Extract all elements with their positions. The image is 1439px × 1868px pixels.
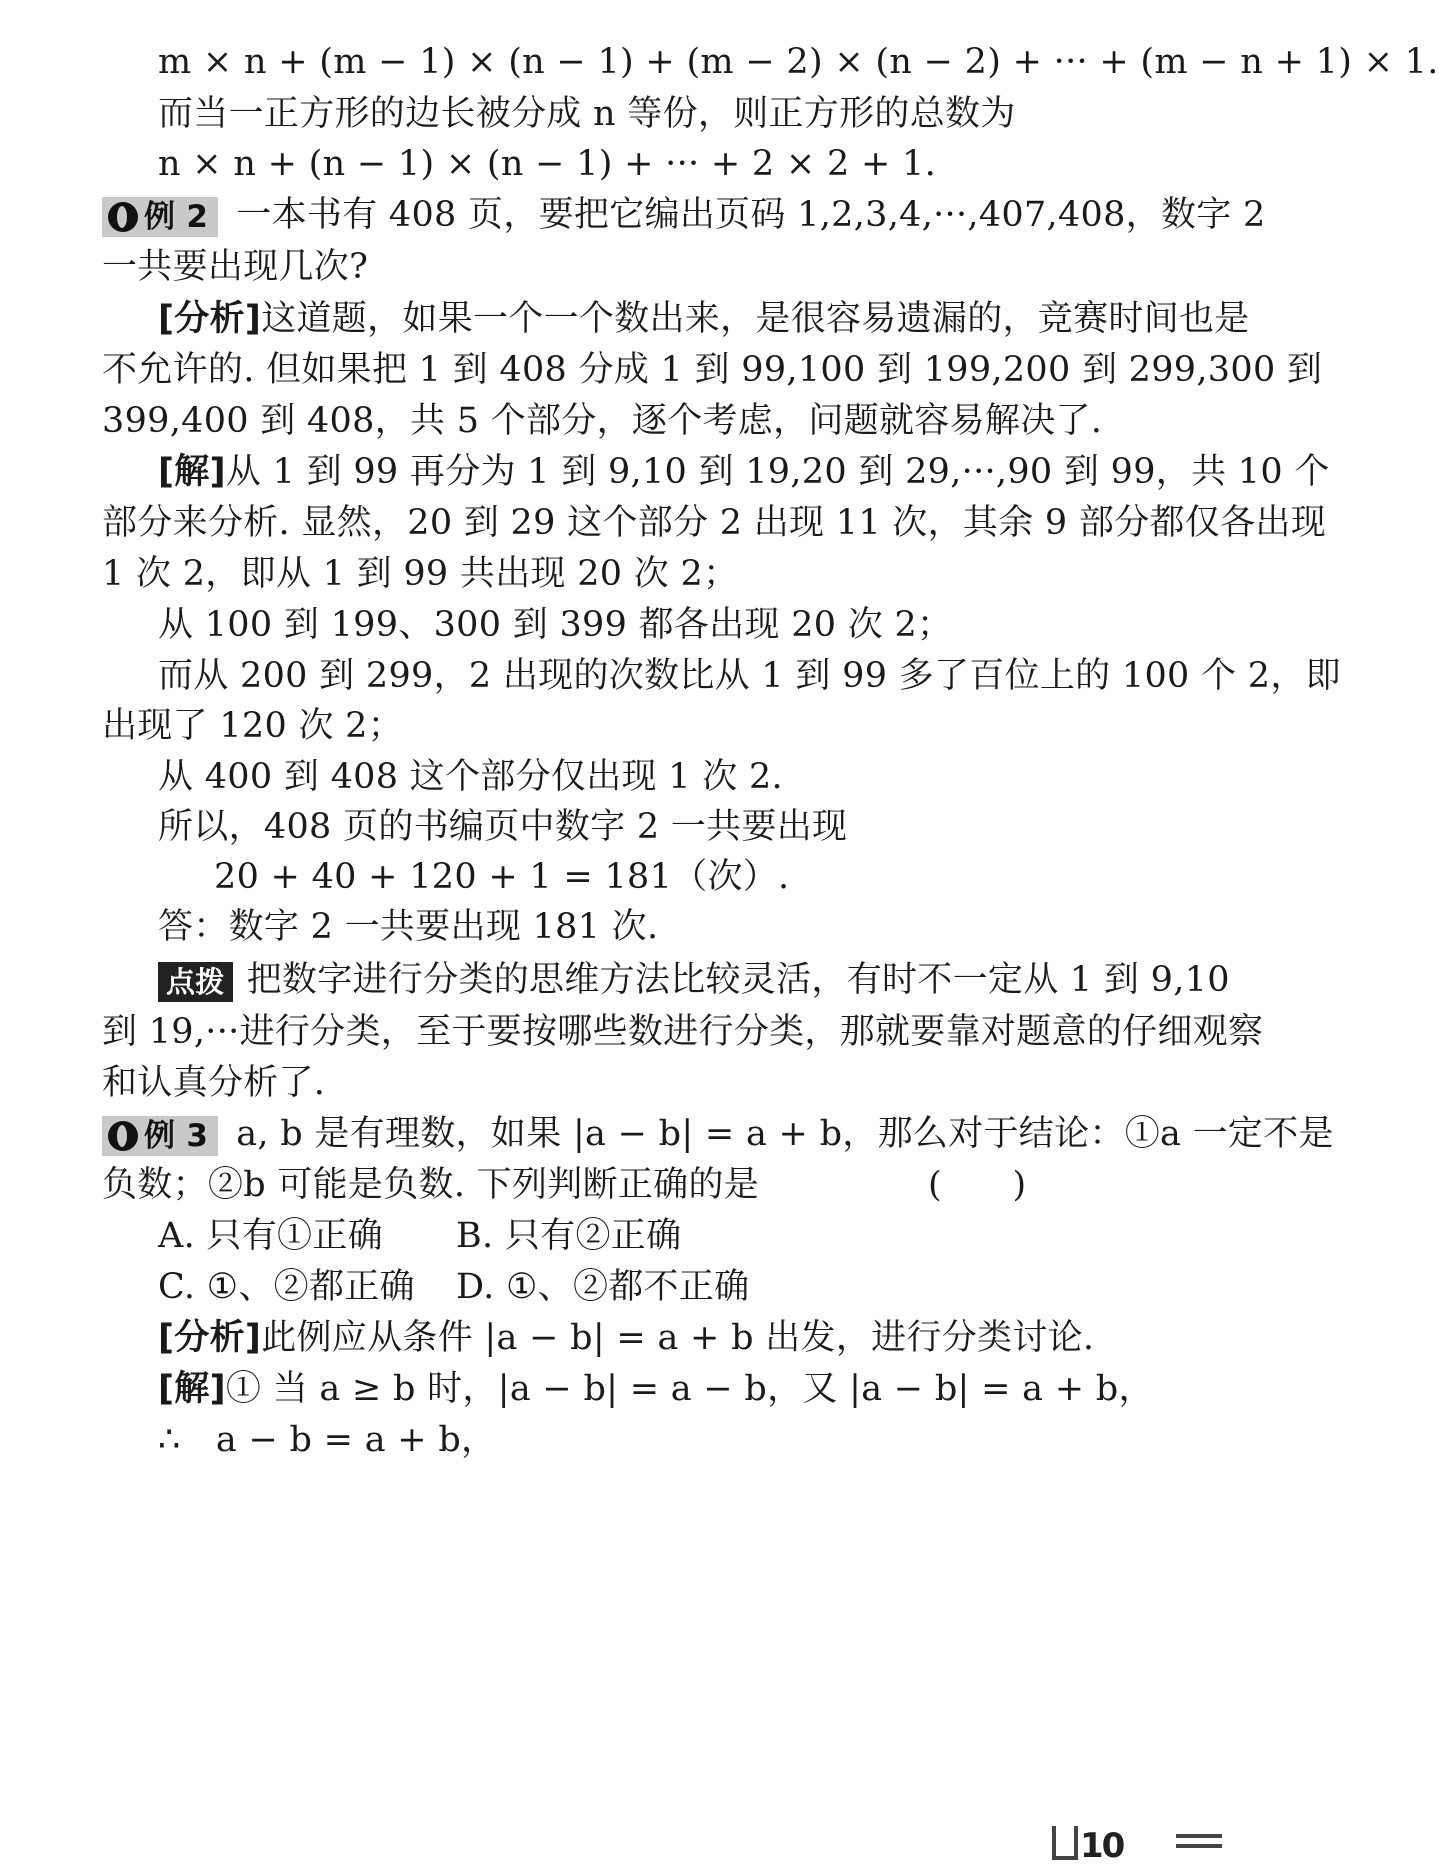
option-c: C. ①、②都正确 xyxy=(158,1267,415,1307)
tip-label: 点拨 xyxy=(158,962,233,1002)
tip-line-3: 和认真分析了. xyxy=(102,1063,326,1103)
example-3-badge xyxy=(102,1116,218,1156)
option-b: B. 只有②正确 xyxy=(456,1216,682,1256)
example-2-solution-line-6: 出现了 120 次 2； xyxy=(102,706,404,746)
example-2-solution-line-4: 从 100 到 199、300 到 399 都各出现 20 次 2； xyxy=(158,605,953,645)
example-3-analysis-text: 此例应从条件 |a − b| = a + b 出发，进行分类讨论. xyxy=(261,1318,1095,1358)
example-2-question-line-2: 一共要出现几次? xyxy=(102,247,369,287)
example-3-solution-line-2: ∴ a − b = a + b， xyxy=(158,1420,497,1460)
circle-bullet-icon xyxy=(108,202,138,232)
footer-bracket-mark xyxy=(1052,1826,1078,1860)
example-2-solution-text: 从 1 到 99 再分为 1 到 9,10 到 19,20 到 29,···,90 到 99，共 10 个 xyxy=(225,452,1330,492)
solution-tag: [解] xyxy=(158,1369,226,1409)
example-3-answer-blank: ( ) xyxy=(928,1165,1027,1205)
example-2-solution-line-3: 1 次 2，即从 1 到 99 共出现 20 次 2； xyxy=(102,554,739,594)
tip-line-2: 到 19,···进行分类，至于要按哪些数进行分类，那就要靠对题意的仔细观察 xyxy=(102,1012,1264,1052)
tip-line-1 xyxy=(158,958,1230,1002)
example-2-badge xyxy=(102,197,218,237)
example-2-solution-line-7: 从 400 到 408 这个部分仅出现 1 次 2. xyxy=(158,757,783,797)
example-3-solution-line-1 xyxy=(158,1367,1154,1411)
example-2-analysis-line-2: 不允许的. 但如果把 1 到 408 分成 1 到 99,100 到 199,200 到 299,300 到 xyxy=(102,350,1323,390)
example-2-analysis-line-3: 399,400 到 408，共 5 个部分，逐个考虑，问题就容易解决了. xyxy=(102,401,1103,441)
text-square-intro: 而当一正方形的边长被分成 n 等份，则正方形的总数为 xyxy=(158,94,1016,134)
analysis-tag: [分析] xyxy=(158,1318,262,1358)
example-3-label: 例 3 xyxy=(144,1117,209,1154)
formula-square-count: n × n + (n − 1) × (n − 1) + ··· + 2 × 2 + 1. xyxy=(158,144,937,184)
example-2-analysis-line-1 xyxy=(158,297,1250,341)
example-3-question-line-2: 负数；②b 可能是负数. 下列判断正确的是 xyxy=(102,1165,760,1205)
example-2-label: 例 2 xyxy=(144,198,209,235)
example-2-analysis-text: 这道题，如果一个一个数出来，是很容易遗漏的，竞赛时间也是 xyxy=(261,299,1250,339)
example-3-question-text: a, b 是有理数，如果 |a − b| = a + b，那么对于结论：①a 一定不是 xyxy=(236,1114,1334,1154)
footer-decoration xyxy=(1176,1834,1222,1854)
example-2-total-formula: 20 + 40 + 120 + 1 = 181（次）. xyxy=(214,857,790,897)
example-2-solution-line-2: 部分来分析. 显然，20 到 29 这个部分 2 出现 11 次，其余 9 部分都仅各出现 xyxy=(102,503,1327,543)
solution-tag: [解] xyxy=(158,452,226,492)
example-2-question-text: 一本书有 408 页，要把它编出页码 1,2,3,4,···,407,408，数字 2 xyxy=(236,195,1266,235)
tip-text: 把数字进行分类的思维方法比较灵活，有时不一定从 1 到 9,10 xyxy=(246,960,1230,1000)
example-2-solution-line-1 xyxy=(158,450,1330,494)
option-a: A. 只有①正确 xyxy=(158,1216,383,1256)
formula-rectangle-count: m × n + (m − 1) × (n − 1) + (m − 2) × (n − 2) + ··· + (m − n + 1) × 1. xyxy=(158,42,1439,82)
option-d: D. ①、②都不正确 xyxy=(456,1267,750,1307)
example-2-solution-line-8: 所以，408 页的书编页中数字 2 一共要出现 xyxy=(158,807,848,847)
example-2-question-line-1 xyxy=(102,193,1266,237)
example-2-answer: 答：数字 2 一共要出现 181 次. xyxy=(158,907,659,947)
example-3-solution-text: ① 当 a ≥ b 时，|a − b| = a − b，又 |a − b| = a + b， xyxy=(225,1369,1154,1409)
circle-bullet-icon xyxy=(108,1121,138,1151)
example-3-question-line-1 xyxy=(102,1112,1334,1156)
page-number: 10 xyxy=(1080,1826,1124,1866)
example-3-analysis xyxy=(158,1316,1094,1360)
analysis-tag: [分析] xyxy=(158,299,262,339)
example-2-solution-line-5: 而从 200 到 299，2 出现的次数比从 1 到 99 多了百位上的 100 个 2，即 xyxy=(158,656,1341,696)
